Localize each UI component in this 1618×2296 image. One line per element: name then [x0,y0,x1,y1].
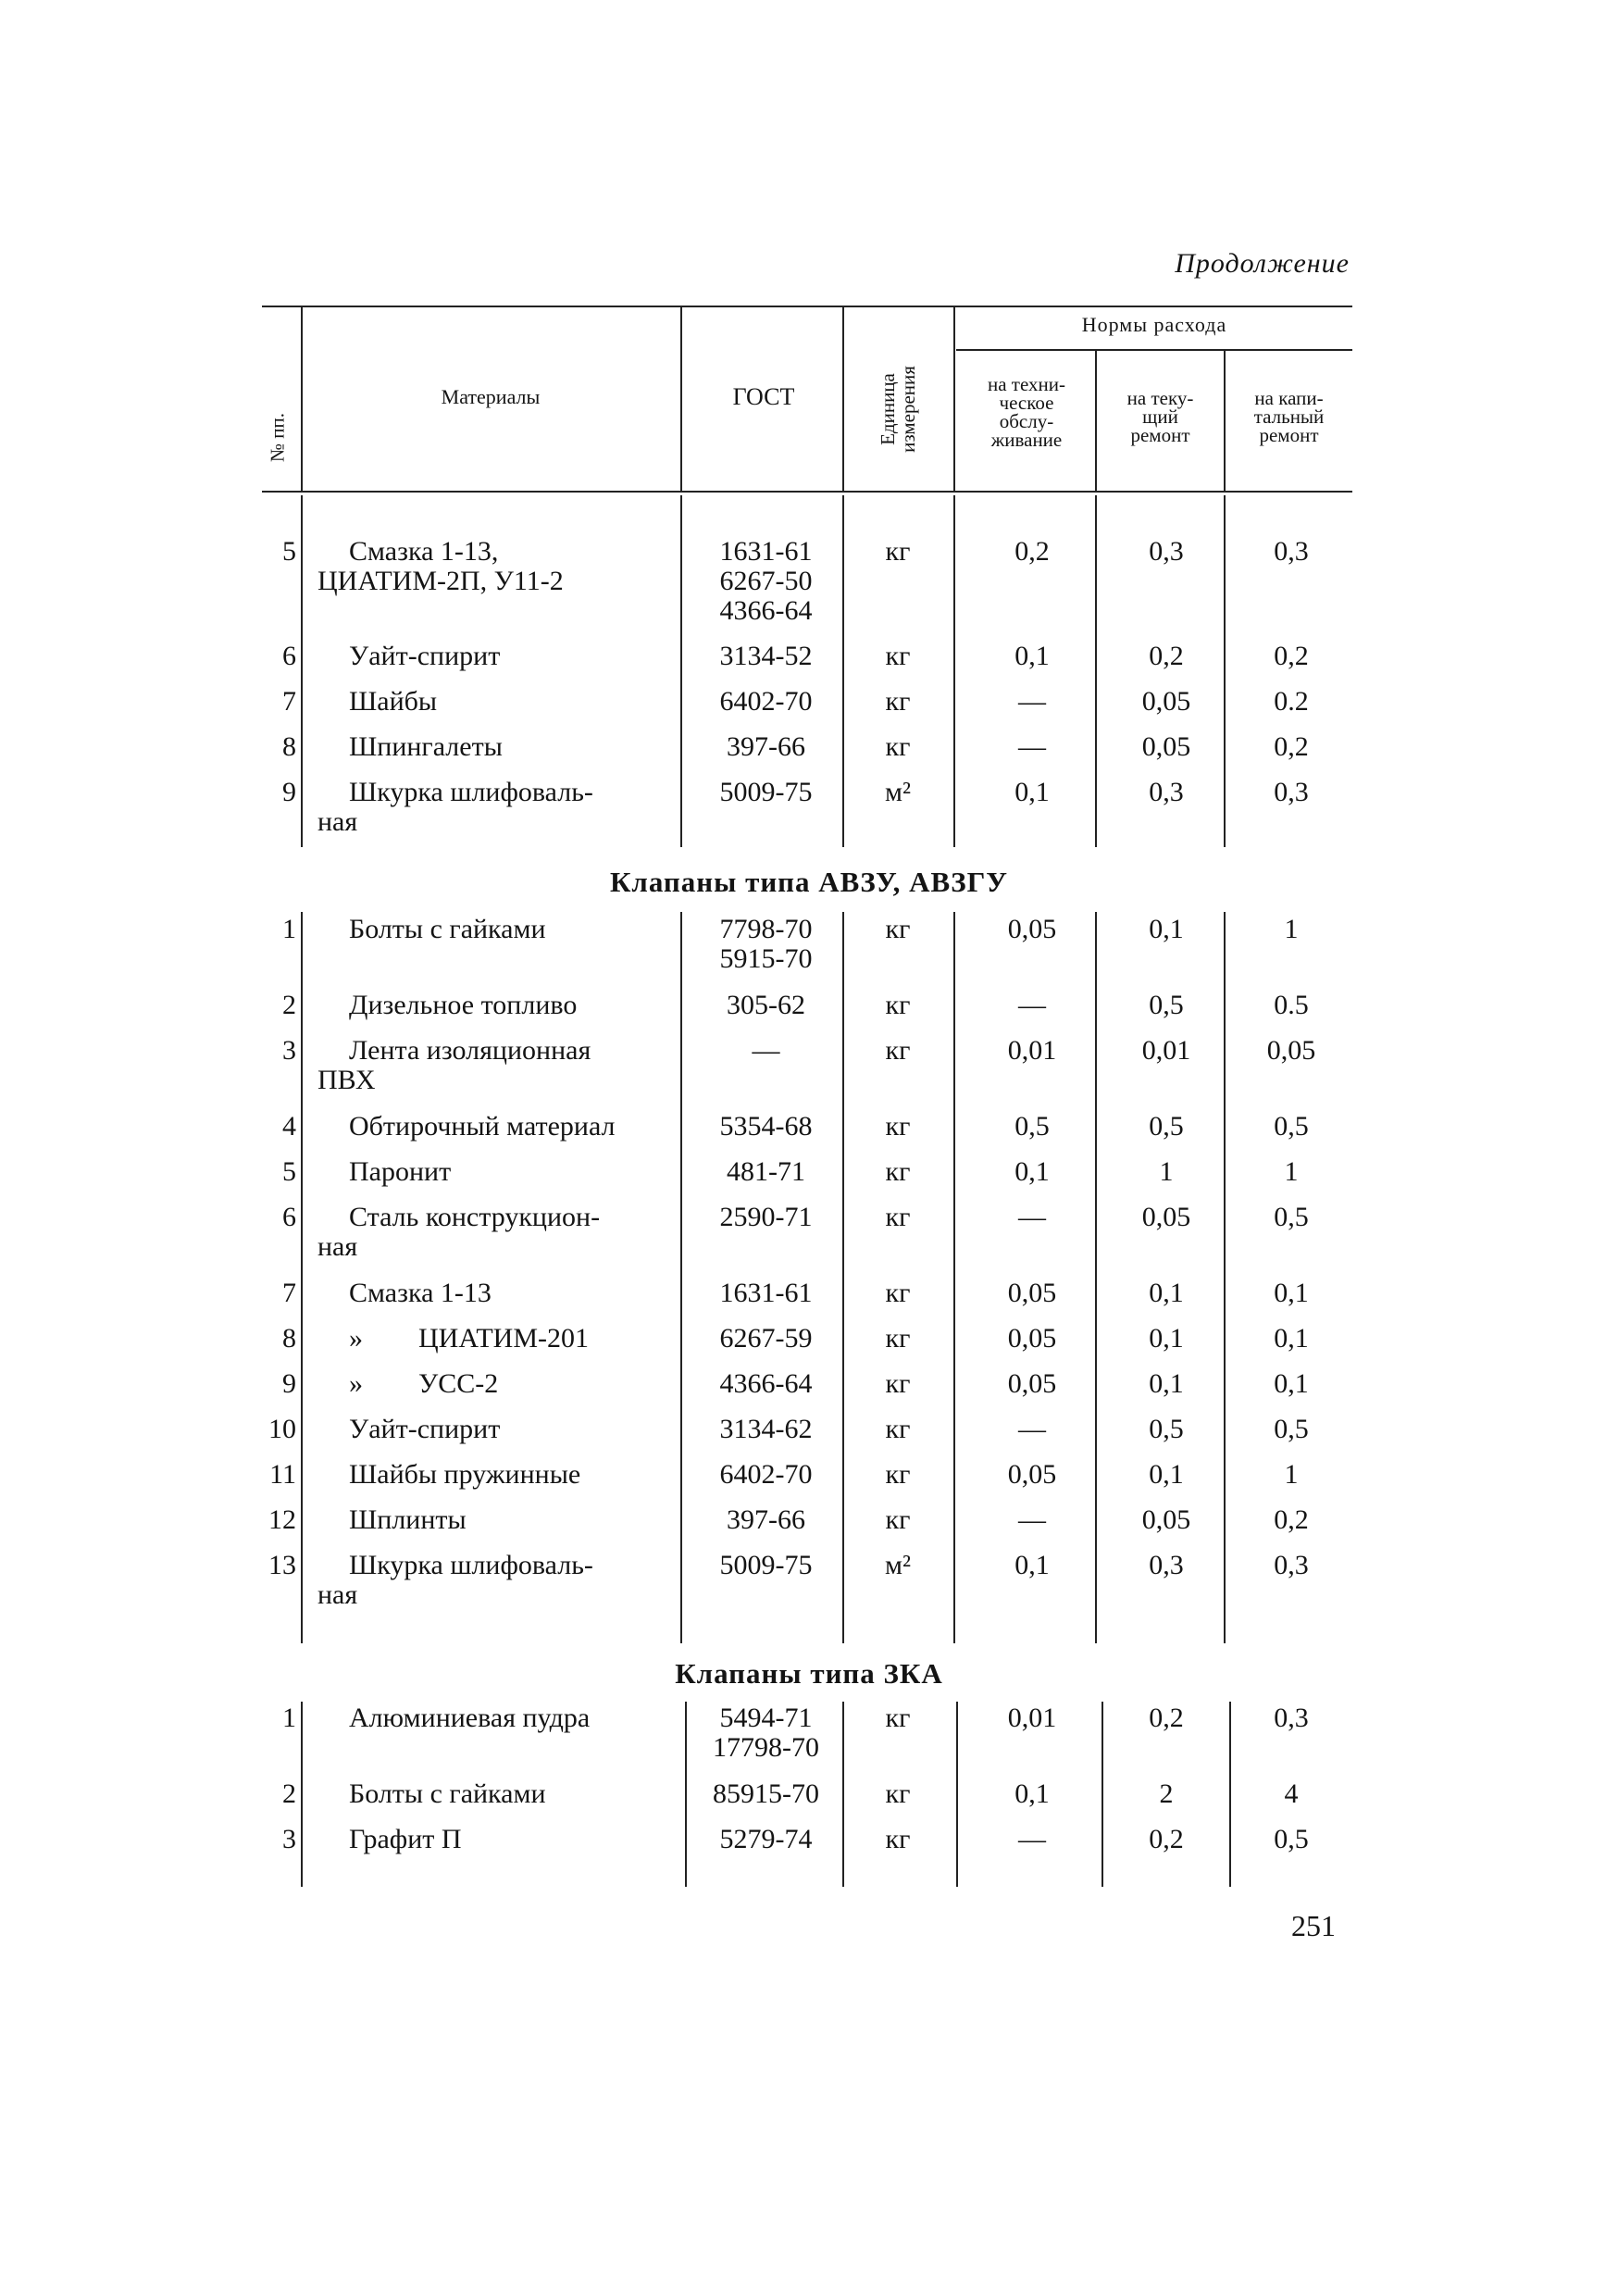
header-norms: Нормы расхода [1081,313,1227,336]
cell-kr: 0,5 [1274,1202,1309,1232]
cell-num: 3 [282,1035,296,1066]
cell-gost: 5354-68 [719,1111,813,1142]
header-num: № пп. [266,413,289,463]
cell-gost: 7798-70 5915-70 [719,914,813,974]
cell-to: 0,1 [1014,777,1050,807]
cell-gost: 1631-61 [719,1278,813,1308]
cell-gost: 397-66 [727,1504,805,1535]
cell-tr: 0,1 [1149,914,1184,944]
header-to: на техни- ческое обслу- живание [988,373,1065,451]
material-line-1: Лента изоляционная [349,1035,591,1066]
cell-to: 0,2 [1014,536,1050,567]
cell-material [317,915,678,944]
cell-gost: 5279-74 [719,1824,813,1854]
header-bottom-rule [262,491,1352,493]
body-vline [301,495,303,847]
cell-gost: 6402-70 [719,686,813,717]
cell-kr: 0,05 [1266,1035,1316,1066]
cell-tr: 0,05 [1141,1202,1191,1232]
cell-gost: — [752,1035,780,1066]
cell-tr: 0,3 [1149,777,1184,807]
cell-kr: 0,3 [1274,1550,1309,1580]
header-tr: на теку- щий ремонт [1126,387,1194,446]
cell-gost: 6402-70 [719,1459,813,1490]
cell-material [317,1415,678,1444]
material-line-1: Паронит [349,1156,452,1187]
cell-material [317,1825,678,1854]
cell-unit: кг [885,1824,911,1854]
cell-kr: 0.2 [1274,686,1309,717]
cell-to: 0,05 [1007,1323,1057,1354]
cell-unit: кг [885,536,911,567]
cell-kr: 0.5 [1274,990,1309,1020]
cell-num: 9 [282,1368,296,1399]
cell-num: 9 [282,777,296,807]
cell-material [317,1157,678,1187]
norms-rule [956,349,1352,351]
page-number: 251 [1291,1909,1336,1942]
cell-gost: 1631-61 6267-50 4366-64 [719,536,813,626]
cell-to: 0,05 [1007,1278,1057,1308]
material-line-1: Алюминиевая пудра [349,1703,591,1733]
material-line-1: Уайт-спирит [349,641,501,671]
cell-tr: 1 [1159,1156,1174,1187]
cell-to: — [1018,1504,1046,1535]
cell-unit: кг [885,1504,911,1535]
cell-num: 1 [282,1703,296,1733]
cell-num: 10 [268,1414,296,1444]
cell-material [317,1112,678,1142]
body-vline [301,1702,303,1887]
cell-material [317,732,678,762]
material-line-1: Болты с гайками [349,914,546,944]
cell-num: 12 [268,1504,296,1535]
cell-unit: кг [885,641,911,671]
cell-tr: 0,2 [1149,1824,1184,1854]
cell-num: 8 [282,731,296,762]
cell-kr: 1 [1284,1156,1299,1187]
material-line-2: ЦИАТИМ-2П, У11-2 [317,566,564,596]
material-line-2: ная [317,1579,358,1610]
cell-to: 0,05 [1007,914,1057,944]
material-line-1: Шплинты [349,1504,467,1535]
header-gost: ГОСТ [732,383,795,410]
cell-gost: 4366-64 [719,1368,813,1399]
cell-num: 5 [282,536,296,567]
cell-to: — [1018,1824,1046,1854]
cell-gost: 397-66 [727,731,805,762]
cell-kr: 0,3 [1274,1703,1309,1733]
cell-unit: м² [885,777,911,807]
cell-material [317,1703,678,1733]
cell-material [317,778,678,837]
cell-tr: 0,1 [1149,1368,1184,1399]
cell-to: 0,1 [1014,1778,1050,1809]
header-vline-4 [953,307,955,491]
cell-num: 3 [282,1824,296,1854]
material-line-1: » УСС-2 [349,1368,499,1399]
cell-to: 0,1 [1014,641,1050,671]
cell-gost: 3134-52 [719,641,813,671]
header-materials: Материалы [441,385,541,408]
cell-tr: 0,5 [1149,1414,1184,1444]
cell-tr: 0,3 [1149,1550,1184,1580]
material-line-1: Шпингалеты [349,731,503,762]
material-line-2: ПВХ [317,1065,376,1095]
continuation-label: Продолжение [1175,248,1350,279]
cell-tr: 0,1 [1149,1323,1184,1354]
cell-to: 0,01 [1007,1703,1057,1733]
cell-to: — [1018,731,1046,762]
cell-tr: 0,5 [1149,1111,1184,1142]
cell-material [317,687,678,717]
cell-kr: 1 [1284,914,1299,944]
cell-unit: кг [885,990,911,1020]
material-line-1: Дизельное топливо [349,990,578,1020]
cell-num: 2 [282,1778,296,1809]
material-line-1: Шайбы [349,686,438,717]
cell-gost: 5009-75 [719,1550,813,1580]
cell-to: 0,05 [1007,1368,1057,1399]
cell-gost: 6267-59 [719,1323,813,1354]
body-vline [680,495,682,847]
cell-num: 7 [282,686,296,717]
cell-tr: 0,1 [1149,1459,1184,1490]
cell-unit: кг [885,1368,911,1399]
material-line-1: Шкурка шлифоваль- [349,1550,593,1580]
cell-tr: 0,5 [1149,990,1184,1020]
cell-kr: 0,3 [1274,777,1309,807]
material-line-2: ная [317,1231,358,1262]
cell-gost: 481-71 [727,1156,805,1187]
cell-tr: 2 [1159,1778,1174,1809]
header-unit: Единица измерения [877,366,919,453]
material-line-1: Смазка 1-13, [349,536,499,567]
cell-kr: 0,1 [1274,1323,1309,1354]
material-line-1: Болты с гайками [349,1778,546,1809]
cell-gost: 2590-71 [719,1202,813,1232]
cell-material [317,991,678,1020]
cell-tr: 0,05 [1141,686,1191,717]
cell-tr: 0,1 [1149,1278,1184,1308]
cell-to: 0,01 [1007,1035,1057,1066]
cell-to: — [1018,990,1046,1020]
cell-num: 6 [282,1202,296,1232]
cell-unit: кг [885,1703,911,1733]
material-line-1: Графит П [349,1824,462,1854]
cell-to: — [1018,1414,1046,1444]
material-line-1: Сталь конструкцион- [349,1202,601,1232]
cell-num: 5 [282,1156,296,1187]
cell-material [317,1551,678,1610]
cell-kr: 1 [1284,1459,1299,1490]
cell-material [317,1460,678,1490]
material-line-1: Обтирочный материал [349,1111,616,1142]
cell-tr: 0,05 [1141,1504,1191,1535]
cell-to: — [1018,1202,1046,1232]
cell-unit: кг [885,1278,911,1308]
cell-unit: кг [885,1323,911,1354]
cell-to: — [1018,686,1046,717]
cell-num: 7 [282,1278,296,1308]
cell-unit: кг [885,1111,911,1142]
cell-material [317,1203,678,1262]
header-vline-1 [301,307,303,491]
cell-kr: 4 [1284,1778,1299,1809]
body-vline [680,912,682,1643]
cell-num: 2 [282,990,296,1020]
cell-kr: 0,2 [1274,1504,1309,1535]
header-top-rule [262,306,1352,307]
cell-unit: кг [885,1202,911,1232]
cell-unit: кг [885,1414,911,1444]
header-vline-3 [842,307,844,491]
material-line-1: Шайбы пружинные [349,1459,581,1490]
material-line-1: Уайт-спирит [349,1414,501,1444]
cell-material [317,642,678,671]
cell-tr: 0,3 [1149,536,1184,567]
header-vline-2 [680,307,682,491]
cell-tr: 0,2 [1149,1703,1184,1733]
cell-to: 0,5 [1014,1111,1050,1142]
cell-material [317,1369,678,1399]
cell-num: 1 [282,914,296,944]
cell-num: 6 [282,641,296,671]
cell-unit: кг [885,731,911,762]
material-line-1: Смазка 1-13 [349,1278,492,1308]
cell-kr: 0,5 [1274,1824,1309,1854]
cell-gost: 5009-75 [719,777,813,807]
cell-gost: 85915-70 [713,1778,819,1809]
cell-to: 0,05 [1007,1459,1057,1490]
cell-material [317,1505,678,1535]
cell-num: 8 [282,1323,296,1354]
cell-unit: кг [885,1156,911,1187]
cell-tr: 0,01 [1141,1035,1191,1066]
cell-unit: кг [885,686,911,717]
material-line-2: ная [317,806,358,837]
material-line-1: Шкурка шлифоваль- [349,777,593,807]
section-title-avzu: Клапаны типа АВЗУ, АВЗГУ [609,866,1009,898]
header-kr: на капи- тальный ремонт [1253,387,1325,446]
cell-gost: 3134-62 [719,1414,813,1444]
cell-unit: кг [885,1778,911,1809]
cell-gost: 5494-71 17798-70 [713,1703,819,1763]
cell-gost: 305-62 [727,990,805,1020]
cell-material [317,1779,678,1809]
cell-material [317,537,678,596]
cell-unit: кг [885,914,911,944]
cell-unit: м² [885,1550,911,1580]
cell-material [317,1324,678,1354]
material-line-1: » ЦИАТИМ-201 [349,1323,590,1354]
section-title-zka: Клапаны типа ЗКА [675,1657,943,1690]
cell-kr: 0,3 [1274,536,1309,567]
cell-kr: 0,1 [1274,1368,1309,1399]
cell-to: 0,1 [1014,1156,1050,1187]
cell-unit: кг [885,1035,911,1066]
cell-to: 0,1 [1014,1550,1050,1580]
cell-kr: 0,2 [1274,731,1309,762]
cell-tr: 0,05 [1141,731,1191,762]
cell-num: 13 [268,1550,296,1580]
cell-unit: кг [885,1459,911,1490]
cell-num: 11 [269,1459,296,1490]
cell-num: 4 [282,1111,296,1142]
cell-kr: 0,5 [1274,1414,1309,1444]
cell-material [317,1036,678,1095]
cell-material [317,1279,678,1308]
body-vline [301,912,303,1643]
cell-kr: 0,1 [1274,1278,1309,1308]
cell-kr: 0,5 [1274,1111,1309,1142]
cell-kr: 0,2 [1274,641,1309,671]
cell-tr: 0,2 [1149,641,1184,671]
